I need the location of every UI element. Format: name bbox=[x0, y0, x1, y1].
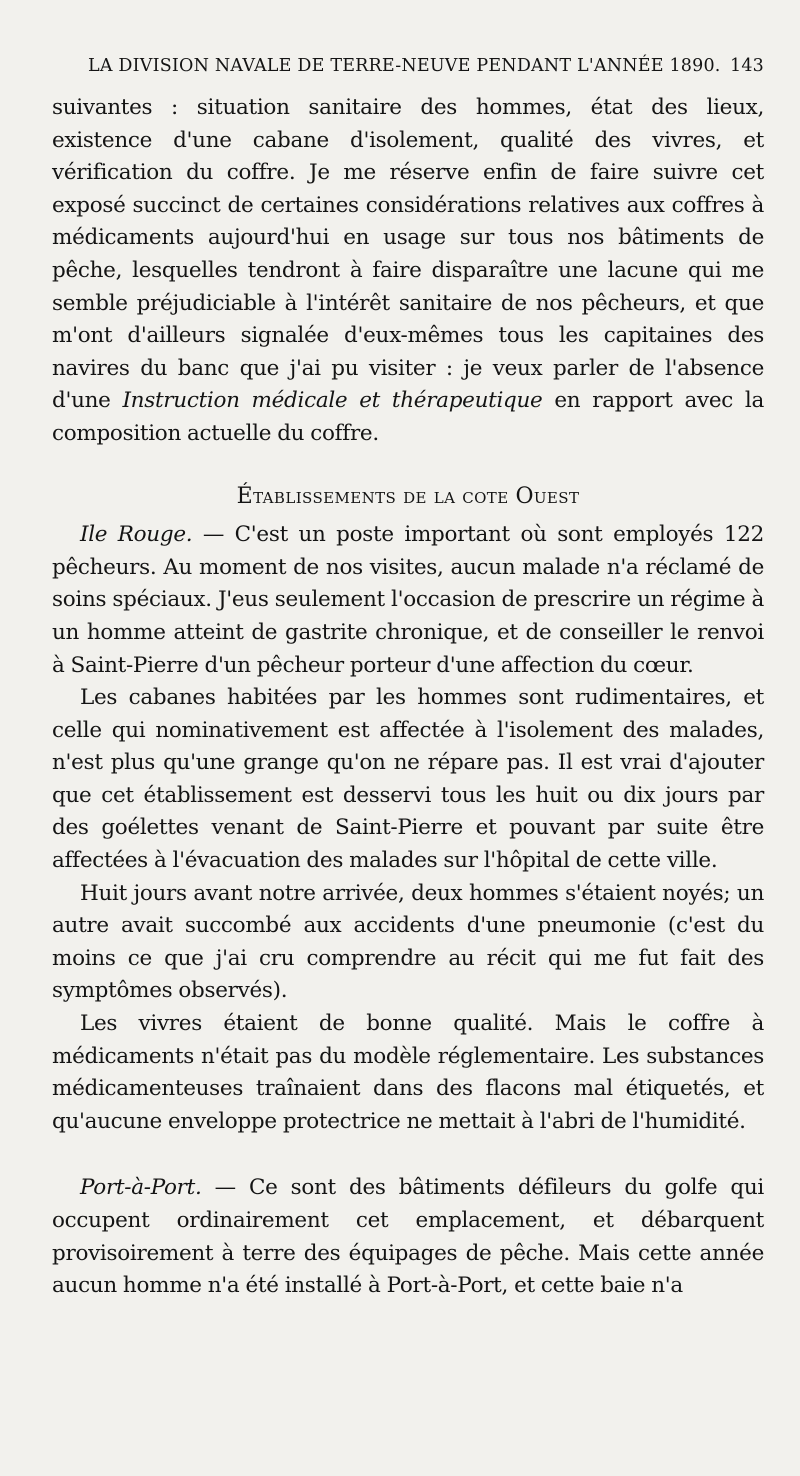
paragraph-ile-rouge bbox=[52, 519, 764, 682]
paragraph-continuation bbox=[52, 92, 764, 451]
paragraph-cabanes: Les cabanes habitées par les hommes sont rudimentaires, et celle qui nominativement est affectée à l'isolement des malades, n'est plus qu'une grange qu'on ne répare pas. Il est vrai d'ajouter que cet établissement est desservi tous les huit ou dix jours par des goélettes venant de Saint-Pierre et pouvant par suite être affectées à l'évacuation des malades sur l'hôpital de cette ville. bbox=[52, 685, 764, 874]
page-number: 143 bbox=[729, 56, 764, 76]
paragraph-port-a-port bbox=[52, 1172, 764, 1302]
place-name: Port-à-Port. bbox=[80, 1175, 202, 1201]
paragraph-text: suivantes : situation sanitaire des hommes, état des lieux, existence d'une cabane d'isolement, qualité des vivres, et vérification du coffre. Je me réserve enfin de faire suivre cet exposé succinct de certaines considérations relatives aux coffres à médicaments aujourd'hui en usage sur tous nos bâtiments de pêche, lesquelles tendront à faire disparaître une lacune qui me semble préjudiciable à l'intérêt sanitaire de nos pêcheurs, et que m'ont d'ailleurs signalée d'eux-mêmes tous les capitaines des navires du banc que j'ai pu visiter : je veux parler de l'absence d'une bbox=[52, 95, 764, 414]
section-heading: Établissements de la cote Ouest bbox=[236, 483, 580, 509]
paragraph-text: — Ce sont des bâtiments défileurs du golfe qui occupent ordinairement cet emplacement, et débarquent provisoirement à terre des équipages de pêche. Mais cette année aucun homme n'a été installé à Port-à-Port, et cette baie n'a bbox=[52, 1175, 764, 1299]
paragraph-text: — C'est un poste important où sont employés 122 pêcheurs. Au moment de nos visites, aucun malade n'a réclamé de soins spéciaux. J'eus seulement l'occasion de prescrire un régime à un homme atteint de gastrite chronique, et de conseiller le renvoi à Saint-Pierre d'un pêcheur porteur d'une affection du cœur. bbox=[52, 522, 764, 678]
running-header-title: LA DIVISION NAVALE DE TERRE-NEUVE PENDANT L'ANNÉE 1890. bbox=[88, 56, 721, 76]
italic-title: Instruction médicale et thérapeutique bbox=[122, 388, 543, 414]
paragraph-vivres: Les vivres étaient de bonne qualité. Mais le coffre à médicaments n'était pas du modèle réglementaire. Les substances médicamenteuses traînaient dans des flacons mal étiquetés, et qu'aucune enveloppe protectrice ne mettait à l'abri de l'humidité. bbox=[52, 1011, 764, 1134]
document-page bbox=[52, 0, 764, 1476]
place-name: Ile Rouge. bbox=[80, 522, 193, 548]
paragraph-text: en rapport avec la composition actuelle du coffre. bbox=[52, 388, 764, 446]
body-text bbox=[52, 92, 764, 1303]
paragraph-noyes: Huit jours avant notre arrivée, deux hommes s'étaient noyés; un autre avait succombé aux accidents d'une pneumonie (c'est du moins ce que j'ai cru comprendre au récit qui me fut fait des symptômes observés). bbox=[52, 880, 764, 1004]
paragraph-spacer bbox=[52, 1138, 764, 1172]
